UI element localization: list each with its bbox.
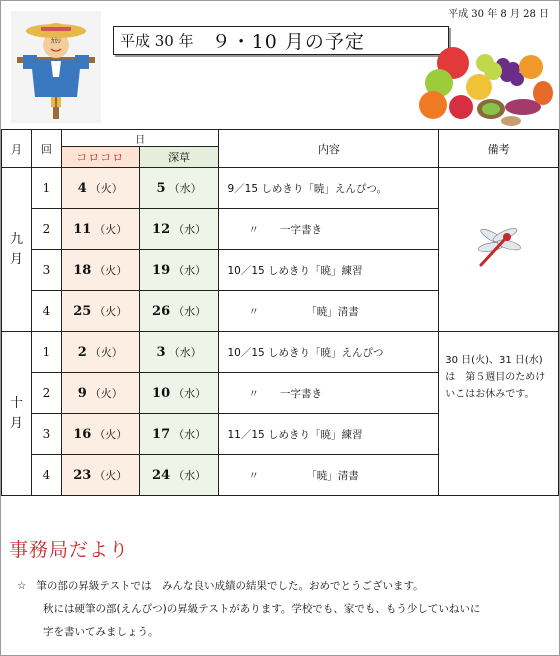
kai-cell: 2 [31, 209, 61, 250]
koro-date-cell [61, 455, 139, 496]
date-number: 5 [156, 181, 166, 196]
koro-date-cell [61, 414, 139, 455]
date-number: 4 [77, 181, 87, 196]
header-fuka: 深草 [139, 147, 219, 168]
content-cell: 〃 一字書き [219, 209, 439, 250]
koro-date-cell [61, 332, 139, 373]
date-number: 16 [73, 427, 92, 442]
weekday: （水） [173, 223, 207, 236]
weekday: （水） [173, 469, 207, 482]
weekday: （火） [89, 387, 123, 400]
fuka-date-cell [139, 168, 219, 209]
kai-cell: 3 [31, 250, 61, 291]
date-number: 17 [152, 427, 171, 442]
weekday: （水） [173, 305, 207, 318]
note-cell-september [439, 168, 559, 332]
kai-cell: 2 [31, 373, 61, 414]
date-number: 10 [152, 386, 171, 401]
header-day: 日 [61, 130, 219, 147]
weekday: （火） [94, 469, 128, 482]
date-number: 18 [73, 263, 92, 278]
weekday: （火） [94, 428, 128, 441]
content-cell: 10／15 しめきり「暁」練習 [219, 250, 439, 291]
star-bullet: ☆ [17, 580, 27, 592]
news-line-3: 字を書いてみましょう。 [43, 626, 159, 638]
weekday: （水） [173, 387, 207, 400]
date-number: 23 [73, 468, 92, 483]
issue-date: 平成 30 年 8 月 28 日 [448, 9, 549, 20]
date-number: 11 [73, 222, 92, 237]
content-cell: 10／15 しめきり「暁」えんぴつ [219, 332, 439, 373]
weekday: （火） [89, 182, 123, 195]
content-cell: 9／15 しめきり「暁」えんぴつ。 [219, 168, 439, 209]
title-era: 平成 30 年 [120, 32, 194, 50]
weekday: （水） [168, 182, 202, 195]
content-cell: 〃 一字書き [219, 373, 439, 414]
date-number: 25 [73, 304, 92, 319]
dragonfly-icon [475, 225, 523, 271]
news-line-2: 秋には硬筆の部(えんぴつ)の昇級テストがあります。学校でも、家でも、もう少していねいに [43, 603, 481, 615]
fuka-date-cell [139, 373, 219, 414]
fruit-basket-icon [419, 43, 555, 127]
weekday: （火） [94, 264, 128, 277]
fuka-date-cell [139, 455, 219, 496]
schedule-table [1, 129, 559, 496]
date-number: 19 [152, 263, 171, 278]
weekday: （水） [173, 264, 207, 277]
kai-cell: 4 [31, 291, 61, 332]
month-label-text: 九月 [9, 231, 23, 267]
month-label-october [2, 332, 32, 496]
weekday: （火） [94, 223, 128, 236]
news-body [17, 575, 480, 644]
title-main: ９・10 月の予定 [211, 31, 365, 53]
koro-date-cell [61, 250, 139, 291]
header-month: 月 [2, 130, 32, 168]
fuka-date-cell [139, 291, 219, 332]
date-number: 9 [77, 386, 87, 401]
koro-date-cell [61, 209, 139, 250]
fuka-date-cell [139, 209, 219, 250]
kai-cell: 3 [31, 414, 61, 455]
header-kai: 回 [31, 130, 61, 168]
news-line-1 [17, 575, 480, 598]
date-number: 26 [152, 304, 171, 319]
koro-date-cell [61, 168, 139, 209]
date-number: 12 [152, 222, 171, 237]
weekday: （火） [89, 346, 123, 359]
header-content: 内容 [219, 130, 439, 168]
koro-date-cell [61, 291, 139, 332]
kai-cell: 4 [31, 455, 61, 496]
content-cell: 〃 「暁」清書 [219, 455, 439, 496]
date-number: 3 [156, 345, 166, 360]
fuka-date-cell [139, 332, 219, 373]
content-cell: 11／15 しめきり「暁」練習 [219, 414, 439, 455]
koro-date-cell [61, 373, 139, 414]
news-line-1-text: 筆の部の昇級テストでは みんな良い成績の結果でした。おめでとうございます。 [36, 580, 424, 592]
weekday: （水） [173, 428, 207, 441]
page-title [113, 26, 449, 55]
weekday: （火） [94, 305, 128, 318]
kai-cell: 1 [31, 168, 61, 209]
content-cell: 〃 「暁」清書 [219, 291, 439, 332]
kai-cell: 1 [31, 332, 61, 373]
fuka-date-cell [139, 250, 219, 291]
news-heading: 事務局だより [9, 539, 130, 561]
month-label-september [2, 168, 32, 332]
header-note: 備考 [439, 130, 559, 168]
note-cell-october: 30 日(火)、31 日(水)は 第５週目のためけいこはお休みです。 [439, 332, 559, 496]
fuka-date-cell [139, 414, 219, 455]
weekday: （水） [168, 346, 202, 359]
scarecrow-icon [11, 11, 101, 123]
header-koro: コロコロ [61, 147, 139, 168]
month-label-text: 十月 [9, 395, 23, 431]
date-number: 24 [152, 468, 171, 483]
date-number: 2 [77, 345, 87, 360]
svg-text:ｶｶｼ: ｶｶｼ [50, 37, 62, 45]
